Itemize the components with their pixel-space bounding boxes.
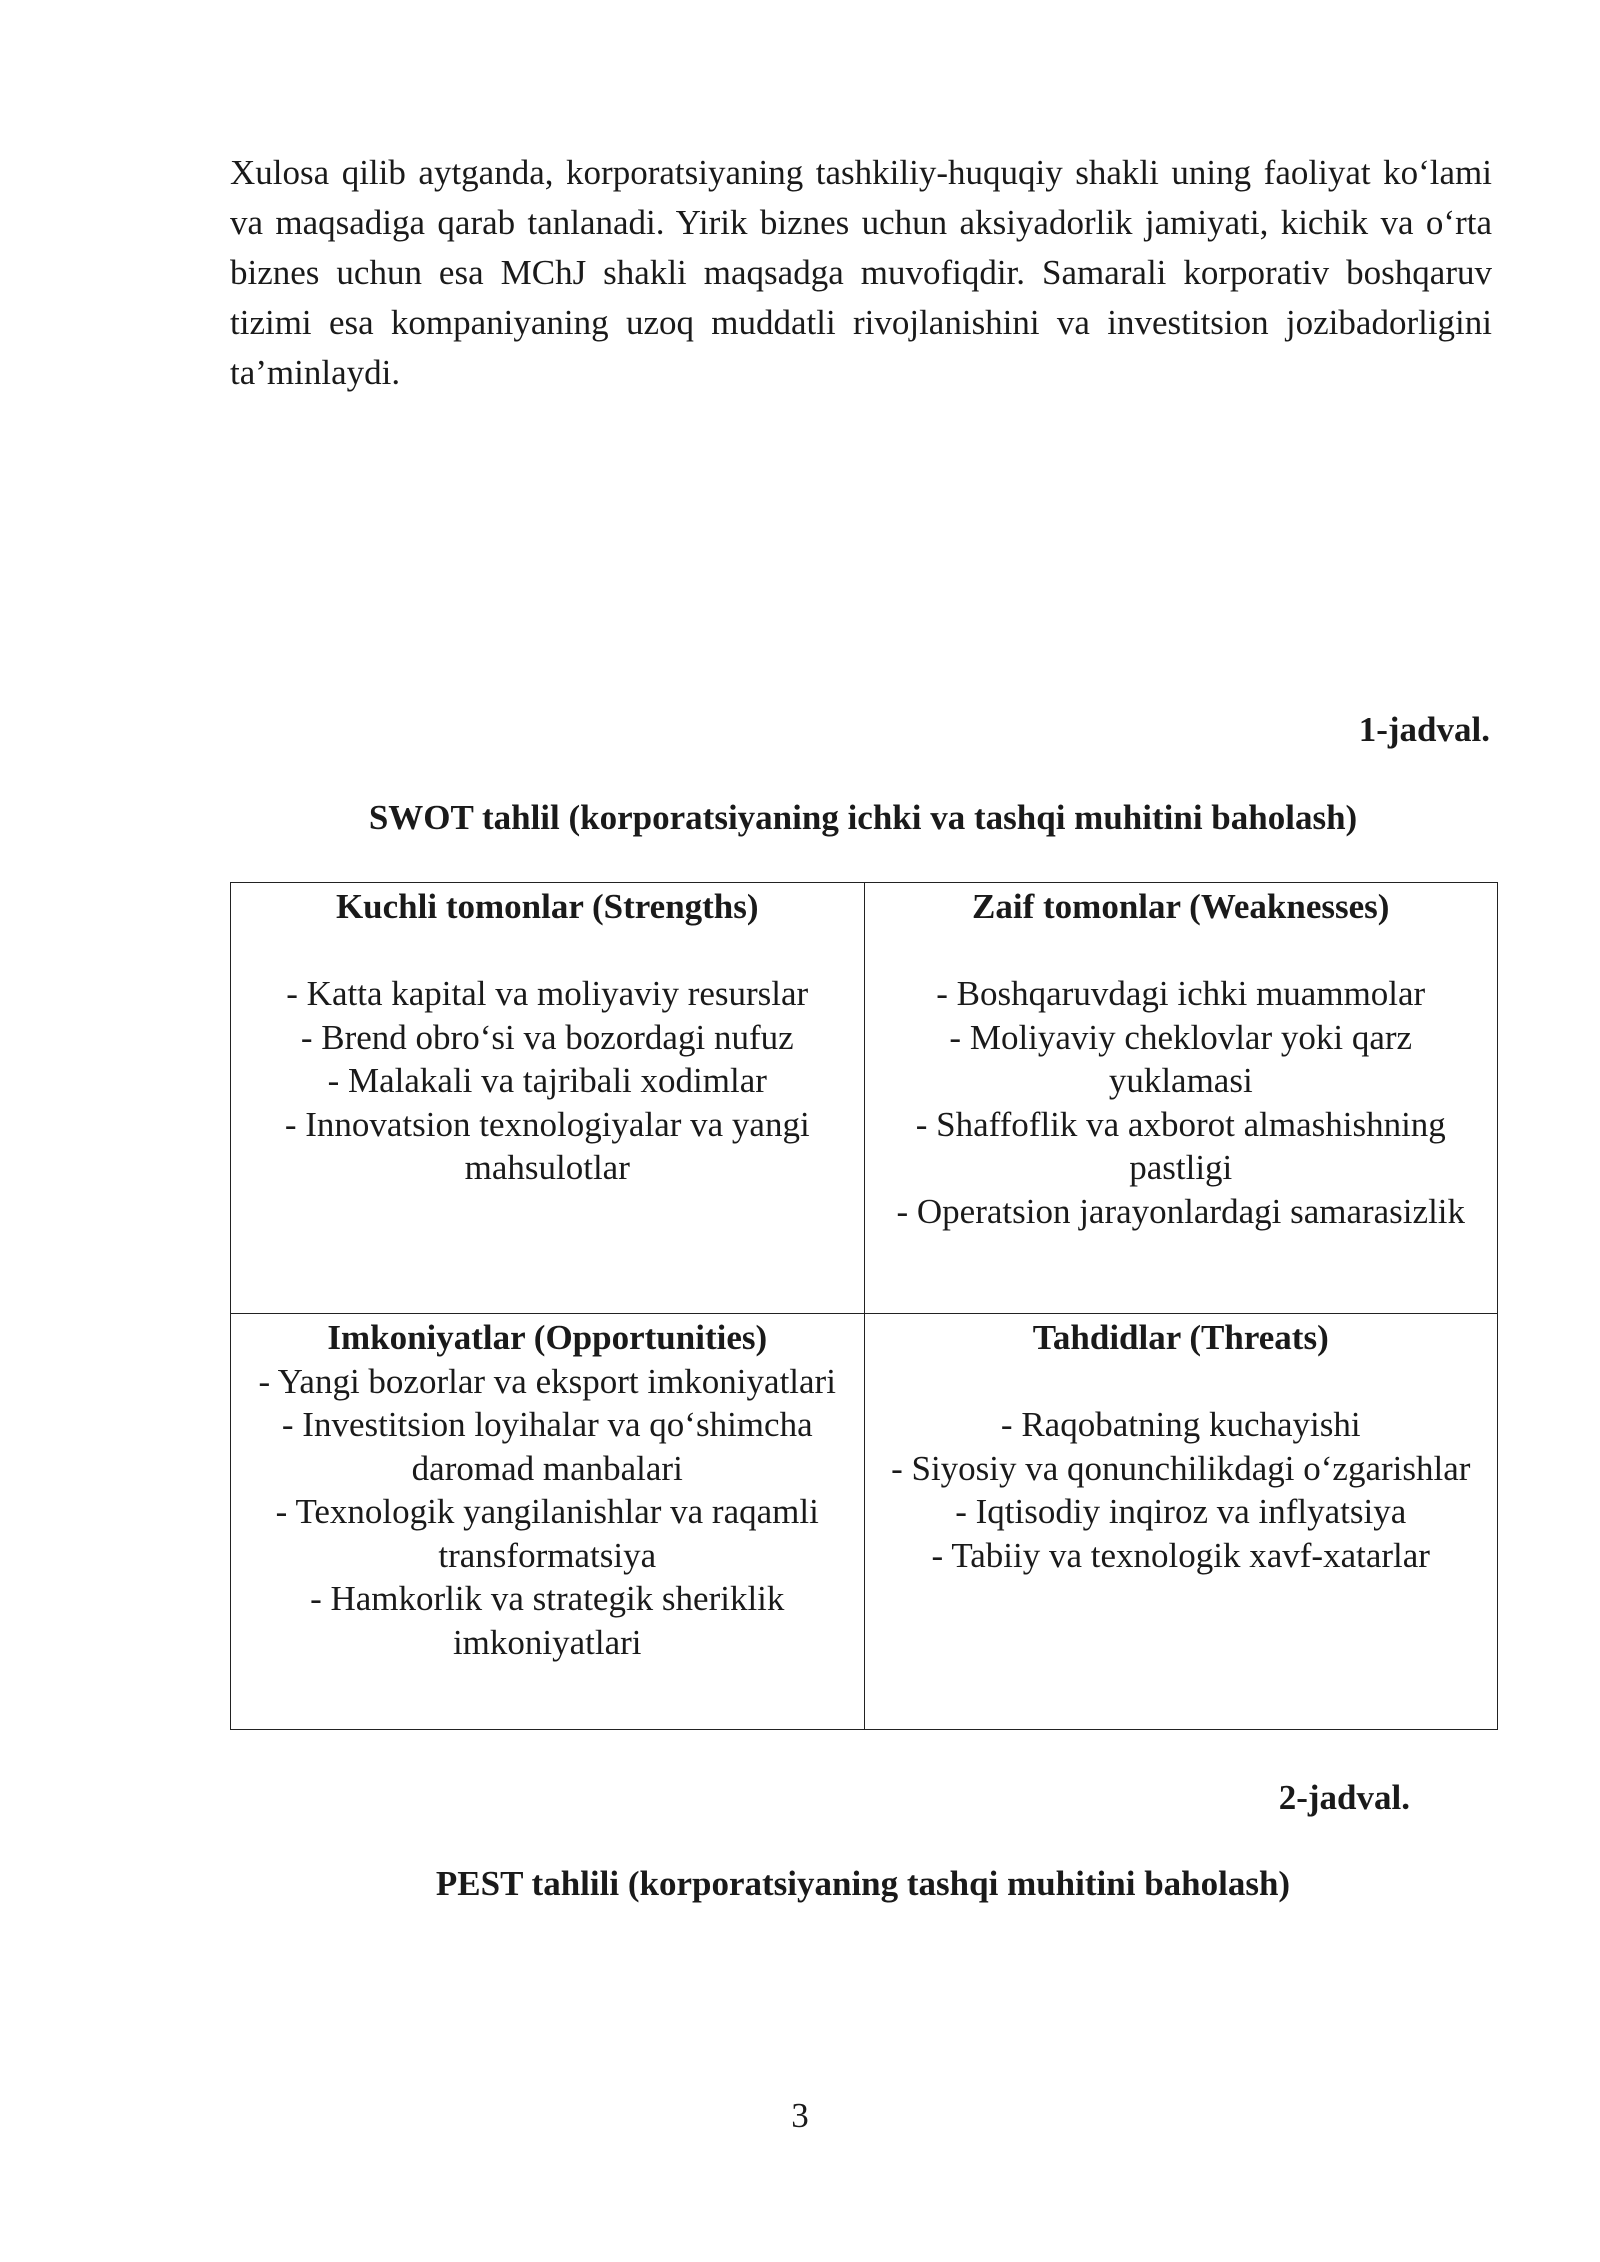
weaknesses-item: - Moliyaviy cheklovlar yoki qarz yuklamasi	[949, 1017, 1413, 1100]
table-2-title: PEST tahlili (korporatsiyaning tashqi muhitini baholash)	[435, 1864, 1291, 1903]
opportunities-item: - Yangi bozorlar va eksport imkoniyatlari	[258, 1361, 836, 1401]
threats-heading: Tahdidlar (Threats)	[1032, 1318, 1329, 1357]
strengths-item: - Malakali va tajribali xodimlar	[327, 1061, 767, 1100]
strengths-heading: Kuchli tomonlar (Strengths)	[335, 887, 759, 926]
threats-item: - Iqtisodiy inqiroz va inflyatsiya	[955, 1492, 1407, 1531]
weaknesses-item: - Shaffoflik va axborot almashishning pastligi	[915, 1104, 1446, 1187]
threats-item: - Siyosiy va qonunchilikdagi o‘zgarishlar	[891, 1448, 1471, 1488]
strengths-item: - Innovatsion texnologiyalar va yangi mahsulotlar	[284, 1104, 810, 1187]
weaknesses-item: - Boshqaruvdagi ichki muammolar	[936, 974, 1426, 1013]
page-number: 3	[791, 2096, 809, 2135]
opportunities-heading: Imkoniyatlar (Opportunities)	[327, 1318, 768, 1357]
opportunities-item: - Hamkorlik va strategik sheriklik imkoniyatlari	[310, 1579, 785, 1662]
threats-cell	[864, 1314, 1498, 1730]
opportunities-cell	[231, 1314, 865, 1730]
swot-table	[230, 882, 1498, 1730]
threats-item: - Tabiiy va texnologik xavf-xatarlar	[931, 1535, 1430, 1575]
table-1-number: 1-jadval.	[1358, 710, 1490, 749]
weaknesses-item: - Operatsion jarayonlardagi samarasizlik	[896, 1191, 1466, 1231]
table-1-title: SWOT tahlil (korporatsiyaning ichki va tashqi muhitini baholash)	[368, 798, 1358, 837]
strengths-item: - Katta kapital va moliyaviy resurslar	[286, 974, 809, 1013]
threats-item: - Raqobatning kuchayishi	[1000, 1405, 1361, 1444]
conclusion-paragraph: Xulosa qilib aytganda, korporatsiyaning tashkiliy-huquqiy shakli uning faoliyat ko‘lami va maqsadiga qarab tanlanadi. Yirik biznes uchun aksiyadorlik jamiyati, kichik va o‘rta biznes uchun esa MChJ shakli maqsadga muvofiqdir. Samarali korporativ boshqaruv tizimi esa kompaniyaning uzoq muddatli rivojlanishini va investitsion jozibadorligini ta’minlaydi.	[230, 153, 1492, 392]
strengths-item: - Brend obro‘si va bozordagi nufuz	[300, 1017, 794, 1057]
opportunities-item: - Investitsion loyihalar va qo‘shimcha daromad manbalari	[281, 1405, 813, 1488]
strengths-cell	[231, 883, 865, 1314]
weaknesses-heading: Zaif tomonlar (Weaknesses)	[972, 887, 1390, 926]
swot-row-internal	[231, 883, 1498, 1314]
swot-row-external	[231, 1314, 1498, 1730]
table-2-number: 2-jadval.	[1278, 1778, 1410, 1817]
opportunities-item: - Texnologik yangilanishlar va raqamli transformatsiya	[275, 1492, 819, 1575]
weaknesses-cell	[864, 883, 1498, 1314]
